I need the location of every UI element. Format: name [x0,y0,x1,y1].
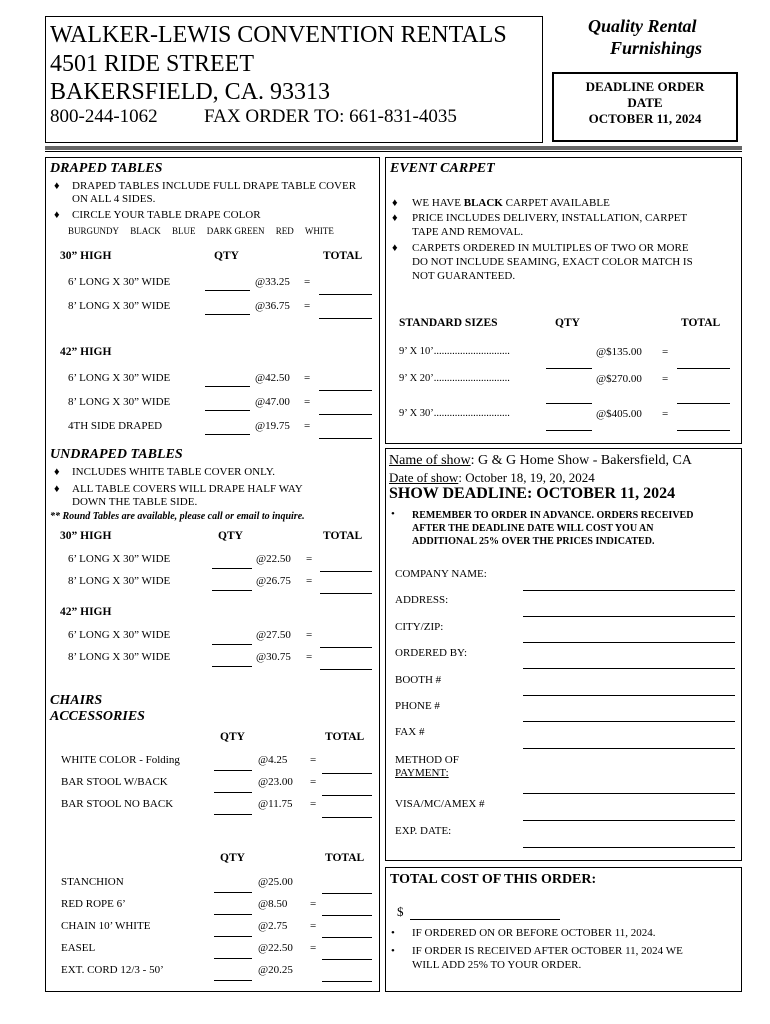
draped-42-row-1-total[interactable] [319,390,372,391]
draped-42-row-1-label: 6’ LONG X 30” WIDE [68,372,171,384]
draped-42-row-1-qty[interactable] [205,386,250,387]
carpet-row-3-eq: = [662,408,669,420]
accessory-row-4-total[interactable] [322,959,372,960]
draped-42-row-3-total[interactable] [319,438,372,439]
draped-30-row-1-total[interactable] [319,294,372,295]
deadline-line-2: DATE [627,95,663,110]
carpet-standard-sizes-heading: STANDARD SIZES [399,317,498,329]
tagline-line-1: Quality Rental [588,16,697,36]
draped-bullet-2: CIRCLE YOUR TABLE DRAPE COLOR [72,209,261,221]
carpet-row-3-total[interactable] [677,430,730,431]
undraped-total-heading: TOTAL [323,530,363,542]
undraped-bullet-1: INCLUDES WHITE TABLE COVER ONLY. [72,466,276,478]
draped-30-row-2-label: 8’ LONG X 30” WIDE [68,300,171,312]
field-address-label: ADDRESS: [395,594,449,606]
chairs-total-heading: TOTAL [325,731,365,743]
show-date-line [389,470,595,486]
draped-42-row-2-eq: = [304,396,311,408]
undraped-42-row-2-price: @30.75 [256,651,291,663]
total-dollar-sign: $ [397,904,404,919]
draped-qty-heading: QTY [214,250,239,262]
deadline-line-3: OCTOBER 11, 2024 [588,111,702,126]
accessory-row-3-eq: = [310,920,317,932]
draped-30-heading: 30” HIGH [60,250,112,262]
carpet-row-2-total[interactable] [677,403,730,404]
undraped-42-row-2-qty[interactable] [212,666,252,667]
field-payment-method-label-2: PAYMENT: [395,767,449,779]
carpet-bullet-3-icon: ♦ [392,242,398,254]
carpet-row-2-price: @$270.00 [596,373,642,385]
draped-bullet-1: DRAPED TABLES INCLUDE FULL DRAPE TABLE COVER ON ALL 4 SIDES. [72,180,357,205]
drape-color-options [68,226,334,236]
accessory-row-5-total[interactable] [322,981,372,982]
accessory-row-1-qty[interactable] [214,892,252,893]
company-fax: FAX ORDER TO: 661-831-4035 [204,106,457,127]
draped-42-row-3-eq: = [304,420,311,432]
accessory-row-3-price: @2.75 [258,920,288,932]
carpet-title: EVENT CARPET [390,161,495,176]
show-date-label: Date of show [389,470,459,485]
accessory-row-5-price: @20.25 [258,964,293,976]
undraped-30-row-2-total[interactable] [320,593,372,594]
draped-bullet-2-icon: ♦ [54,209,60,221]
accessory-row-2-qty[interactable] [214,914,252,915]
show-date-value: : October 18, 19, 20, 2024 [458,470,595,485]
chairs-row-2-price: @23.00 [258,776,293,788]
accessory-row-1-price: @25.00 [258,876,293,888]
show-note-line-3: ADDITIONAL 25% OVER THE PRICES INDICATED. [412,536,655,547]
carpet-row-3-price: @$405.00 [596,408,642,420]
accessory-row-2-total[interactable] [322,915,372,916]
carpet-row-2-label: 9’ X 20’............................. [399,373,510,384]
undraped-30-row-2-qty[interactable] [212,590,252,591]
carpet-total-heading: TOTAL [681,317,721,329]
field-phone-input[interactable] [523,721,735,722]
undraped-30-row-2-label: 8’ LONG X 30” WIDE [68,575,171,587]
chairs-row-2-label: BAR STOOL W/BACK [61,776,168,788]
accessory-row-4-qty[interactable] [214,958,252,959]
accessory-row-2-eq: = [310,898,317,910]
color-option-white[interactable]: WHITE [304,226,334,236]
undraped-42-row-1-label: 6’ LONG X 30” WIDE [68,629,171,641]
color-option-black[interactable]: BLACK [130,226,161,236]
field-address-input[interactable] [523,616,735,617]
color-option-blue[interactable]: BLUE [172,226,196,236]
carpet-qty-heading: QTY [555,317,580,329]
carpet-bullet-1-bold: BLACK [463,197,503,209]
draped-42-row-1-eq: = [304,372,311,384]
chairs-row-1-price: @4.25 [258,754,288,766]
show-note-line-2: AFTER THE DEADLINE DATE WILL COST YOU AN [412,523,654,534]
draped-30-row-2-price: @36.75 [255,300,290,312]
undraped-30-row-1-qty[interactable] [212,568,252,569]
company-city: BAKERSFIELD, CA. 93313 [50,79,331,105]
undraped-bullet-2a: ALL TABLE COVERS WILL DRAPE HALF WAY [72,483,303,495]
chairs-row-2-eq: = [310,776,317,788]
show-name-label: Name of show [389,453,471,468]
field-payment-method-label-1: METHOD OF [395,754,459,766]
chairs-row-3-eq: = [310,798,317,810]
draped-title: DRAPED TABLES [50,161,163,176]
undraped-30-row-2-price: @26.75 [256,575,291,587]
draped-30-row-1-price: @33.25 [255,276,290,288]
draped-42-heading: 42” HIGH [60,346,112,358]
total-bullet-2a: IF ORDER IS RECEIVED AFTER OCTOBER 11, 2024 WE [412,945,683,957]
carpet-bullet-3b: DO NOT INCLUDE SEAMING, EXACT COLOR MATCH IS [412,256,693,268]
accessories-qty-heading: QTY [220,852,245,864]
field-company-name-label: COMPANY NAME: [395,568,487,580]
field-fax-label: FAX # [395,726,425,738]
draped-42-row-2-label: 8’ LONG X 30” WIDE [68,396,171,408]
accessory-row-4-eq: = [310,942,317,954]
carpet-row-3-qty[interactable] [546,430,592,431]
color-option-dark-green[interactable]: DARK GREEN [206,226,265,236]
chairs-row-1-label: WHITE COLOR - Folding [61,754,180,766]
draped-42-row-1-price: @42.50 [255,372,290,384]
draped-30-row-1-qty[interactable] [205,290,250,291]
show-note-line-1: REMEMBER TO ORDER IN ADVANCE. ORDERS RECEIVED [412,510,694,521]
field-payment-method-input[interactable] [523,793,735,794]
undraped-bullet-2-icon: ♦ [54,483,60,495]
undraped-30-row-1-price: @22.50 [256,553,291,565]
header-divider-thick [45,146,742,150]
show-name-value: : G & G Home Show - Bakersfield, CA [470,453,692,468]
round-tables-note: ** Round Tables are available, please call or email to inquire. [50,511,305,522]
carpet-bullet-1 [412,197,610,210]
draped-30-row-1-label: 6’ LONG X 30” WIDE [68,276,171,288]
undraped-42-row-2-eq: = [306,651,313,663]
total-bullet-1: IF ORDERED ON OR BEFORE OCTOBER 11, 2024. [412,927,656,939]
draped-30-row-2-eq: = [304,300,311,312]
accessory-row-4-label: EASEL [61,942,96,954]
draped-total-heading: TOTAL [323,250,363,262]
accessories-total-heading: TOTAL [325,852,365,864]
undraped-42-row-2-label: 8’ LONG X 30” WIDE [68,651,171,663]
accessory-row-5-label: EXT. CORD 12/3 - 50’ [61,964,164,976]
undraped-42-row-1-eq: = [306,629,313,641]
carpet-bullet-3c: NOT GUARANTEED. [412,270,516,282]
undraped-title: UNDRAPED TABLES [50,447,183,462]
carpet-bullet-1-icon: ♦ [392,197,398,209]
tagline-line-2: Furnishings [610,38,703,58]
header-divider-thin [45,151,742,152]
accessory-row-2-price: @8.50 [258,898,288,910]
carpet-row-1-total[interactable] [677,368,730,369]
accessory-row-4-price: @22.50 [258,942,293,954]
draped-30-row-2-qty[interactable] [205,314,250,315]
undraped-42-heading: 42” HIGH [60,606,112,618]
carpet-row-1-qty[interactable] [546,368,592,369]
field-ordered-by-label: ORDERED BY: [395,647,468,659]
carpet-row-1-label: 9’ X 10’............................. [399,346,510,357]
carpet-bullet-3a: CARPETS ORDERED IN MULTIPLES OF TWO OR MORE [412,242,689,254]
chairs-row-2-qty[interactable] [214,792,252,793]
field-city-zip-label: CITY/ZIP: [395,621,444,633]
accessory-row-3-label: CHAIN 10’ WHITE [61,920,151,932]
accessory-row-3-qty[interactable] [214,936,252,937]
undraped-30-row-1-total[interactable] [320,571,372,572]
draped-30-row-1-eq: = [304,276,311,288]
chairs-row-3-price: @11.75 [258,798,293,810]
carpet-bullet-2a: PRICE INCLUDES DELIVERY, INSTALLATION, CARPET [412,212,688,224]
color-option-burgundy[interactable]: BURGUNDY [68,226,120,236]
field-city-zip-input[interactable] [523,642,735,643]
undraped-bullet-1-icon: ♦ [54,466,60,478]
total-cost-title: TOTAL COST OF THIS ORDER: [390,872,597,887]
field-booth-label: BOOTH # [395,674,442,686]
undraped-42-row-2-total[interactable] [320,669,372,670]
undraped-bullet-2b: DOWN THE TABLE SIDE. [72,496,198,508]
chairs-row-3-total[interactable] [322,817,372,818]
carpet-row-1-eq: = [662,346,669,358]
accessory-row-1-total[interactable] [322,893,372,894]
chairs-row-1-eq: = [310,754,317,766]
accessory-row-5-qty[interactable] [214,980,252,981]
chairs-row-3-qty[interactable] [214,814,252,815]
field-company-name-input[interactable] [523,590,735,591]
carpet-row-1-price: @$135.00 [596,346,642,358]
carpet-bullet-2b: TAPE AND REMOVAL. [412,226,524,238]
deadline-line-1: DEADLINE ORDER [585,79,705,94]
undraped-30-row-1-eq: = [306,553,313,565]
show-deadline: SHOW DEADLINE: OCTOBER 11, 2024 [389,485,676,502]
accessory-row-1-label: STANCHION [61,876,124,888]
draped-30-row-2-total[interactable] [319,318,372,319]
field-card-number-label: VISA/MC/AMEX # [395,798,485,810]
field-exp-date-input[interactable] [523,847,735,848]
field-phone-label: PHONE # [395,700,440,712]
chairs-title: CHAIRS [50,693,103,708]
undraped-30-heading: 30” HIGH [60,530,112,542]
undraped-42-row-1-price: @27.50 [256,629,291,641]
total-bullet-2-icon: • [391,945,395,957]
carpet-bullet-2-icon: ♦ [392,212,398,224]
field-booth-input[interactable] [523,695,735,696]
chairs-row-1-total[interactable] [322,773,372,774]
carpet-bullet-1-pre: WE HAVE [412,197,464,209]
field-fax-input[interactable] [523,748,735,749]
chairs-row-1-qty[interactable] [214,770,252,771]
carpet-row-2-qty[interactable] [546,403,592,404]
field-card-number-input[interactable] [523,820,735,821]
chairs-row-3-label: BAR STOOL NO BACK [61,798,174,810]
draped-42-row-3-qty[interactable] [205,434,250,435]
draped-bullet-1-icon: ♦ [54,180,60,192]
show-note-icon: • [391,508,395,520]
total-amount-input[interactable] [410,919,560,920]
undraped-42-row-1-qty[interactable] [212,644,252,645]
draped-42-row-3-price: @19.75 [255,420,290,432]
undraped-30-row-2-eq: = [306,575,313,587]
accessories-title: ACCESSORIES [50,709,145,724]
chairs-row-2-total[interactable] [322,795,372,796]
draped-42-row-3-label: 4TH SIDE DRAPED [68,420,163,432]
accessory-row-3-total[interactable] [322,937,372,938]
total-bullet-1-icon: • [391,927,395,939]
company-street: 4501 RIDE STREET [50,51,254,77]
show-name-line [389,453,692,469]
draped-42-row-2-total[interactable] [319,414,372,415]
undraped-42-row-1-total[interactable] [320,647,372,648]
accessory-row-2-label: RED ROPE 6’ [61,898,126,910]
field-exp-date-label: EXP. DATE: [395,825,452,837]
company-phone: 800-244-1062 [50,106,158,127]
undraped-30-row-1-label: 6’ LONG X 30” WIDE [68,553,171,565]
total-bullet-2b: WILL ADD 25% TO YOUR ORDER. [412,959,582,971]
draped-42-row-2-price: @47.00 [255,396,290,408]
color-option-red[interactable]: RED [275,226,294,236]
carpet-row-2-eq: = [662,373,669,385]
draped-42-row-2-qty[interactable] [205,410,250,411]
field-ordered-by-input[interactable] [523,668,735,669]
carpet-row-3-label: 9’ X 30’............................. [399,408,510,419]
company-name: WALKER-LEWIS CONVENTION RENTALS [50,22,507,48]
carpet-bullet-1-post: CARPET AVAILABLE [502,197,610,209]
undraped-qty-heading: QTY [218,530,243,542]
chairs-qty-heading: QTY [220,731,245,743]
